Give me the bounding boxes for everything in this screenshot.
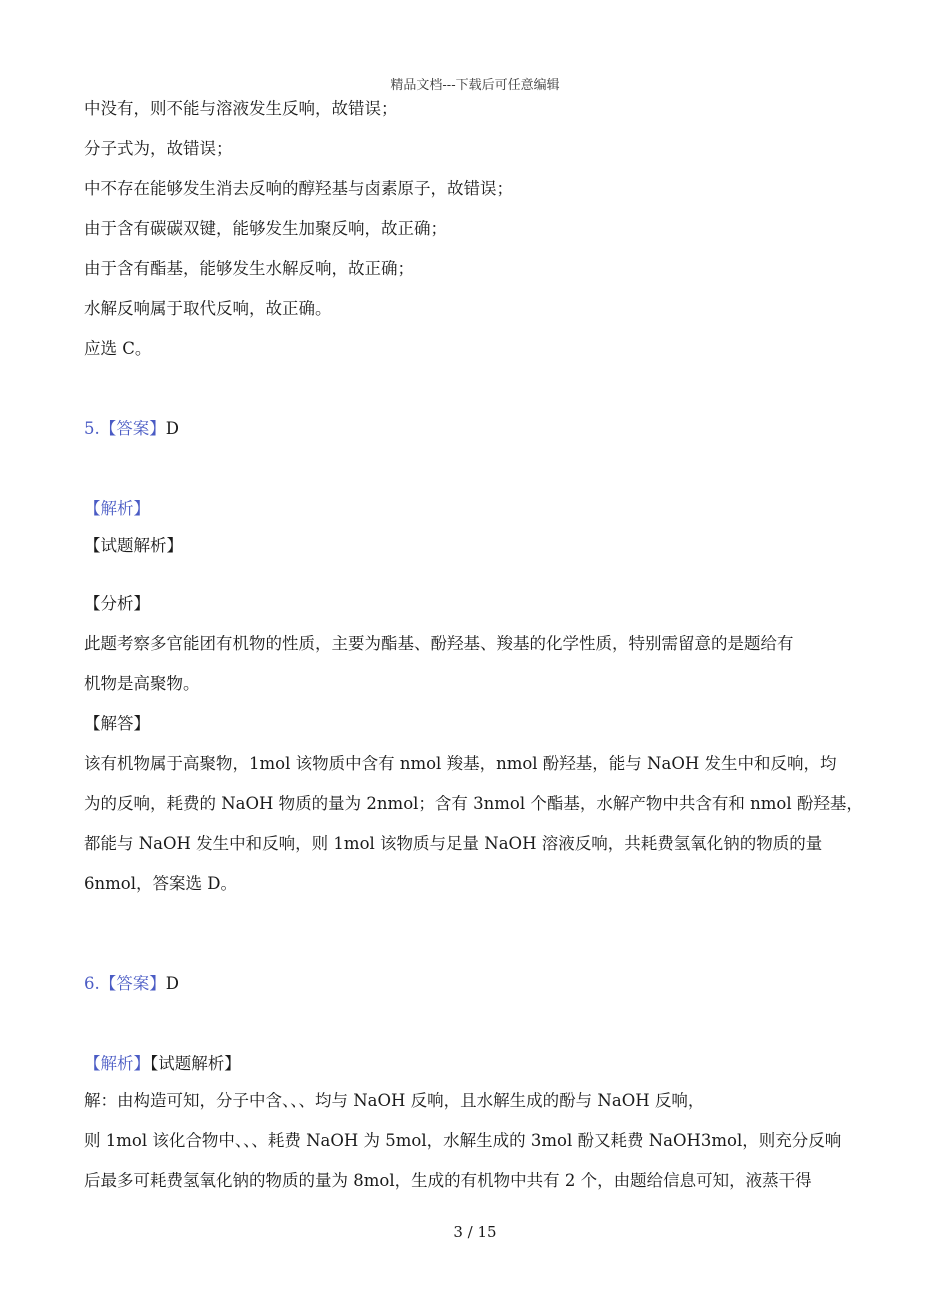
q5-jieda-line: 该有机物属于高聚物，1mol 该物质中含有 nmol 羧基，nmol 酚羟基，能与 NaOH 发生中和反响，均 xyxy=(84,754,837,773)
q6-answer xyxy=(84,973,179,995)
text-line: 中没有，则不能与溶液发生反响，故错误； xyxy=(84,99,398,118)
q6-analysis xyxy=(84,1053,241,1075)
text-line: 中不存在能够发生消去反响的醇羟基与卤素原子，故错误； xyxy=(84,179,513,198)
page-header: 精品文档---下载后可任意编辑 xyxy=(390,78,560,93)
q5-jieda-line: 为的反响，耗费的 NaOH 物质的量为 2nmol；含有 3nmol 个酯基，水解产物中共含有和 nmol 酚羟基， xyxy=(84,794,863,813)
text-line: 应选 C。 xyxy=(84,339,152,358)
q6-answer-value: D xyxy=(165,974,179,993)
q5-answer-label: 5.【答案】 xyxy=(84,419,166,438)
q5-analysis-label: 【解析】 xyxy=(84,499,150,518)
q6-line: 则 1mol 该化合物中、、、耗费 NaOH 为 5mol，水解生成的 3mol 酚又耗费 NaOH3mol，则充分反响 xyxy=(84,1131,842,1150)
q6-line: 后最多可耗费氢氧化钠的物质的量为 8mol，生成的有机物中共有 2 个，由题给信息可知，液蒸干得 xyxy=(84,1171,812,1190)
q6-analysis-label: 【解析】 xyxy=(84,1054,150,1073)
q5-fenxi-line: 机物是高聚物。 xyxy=(84,674,200,693)
q5-fenxi-line: 此题考察多官能团有机物的性质，主要为酯基、酚羟基、羧基的化学性质，特别需留意的是题给有 xyxy=(84,634,794,653)
q5-fenxi-label: 【分析】 xyxy=(84,594,150,613)
text-line: 分子式为，故错误； xyxy=(84,139,233,158)
page-number: 3 / 15 xyxy=(453,1223,497,1241)
q5-jieda-label: 【解答】 xyxy=(84,714,150,733)
q5-jieda-line: 6nmol，答案选 D。 xyxy=(84,874,237,893)
q6-line: 解：由构造可知，分子中含、、、均与 NaOH 反响，且水解生成的酚与 NaOH 反响， xyxy=(84,1091,705,1110)
q5-answer xyxy=(84,418,179,440)
q6-sub-label: 【试题解析】 xyxy=(150,1054,241,1073)
q5-sub-label: 【试题解析】 xyxy=(84,536,183,555)
text-line: 由于含有碳碳双键，能够发生加聚反响，故正确； xyxy=(84,219,447,238)
text-line: 水解反响属于取代反响，故正确。 xyxy=(84,299,332,318)
q5-answer-value: D xyxy=(165,419,179,438)
text-line: 由于含有酯基，能够发生水解反响，故正确； xyxy=(84,259,414,278)
q5-jieda-line: 都能与 NaOH 发生中和反响，则 1mol 该物质与足量 NaOH 溶液反响，共耗费氢氧化钠的物质的量 xyxy=(84,834,823,853)
q6-answer-label: 6.【答案】 xyxy=(84,974,166,993)
